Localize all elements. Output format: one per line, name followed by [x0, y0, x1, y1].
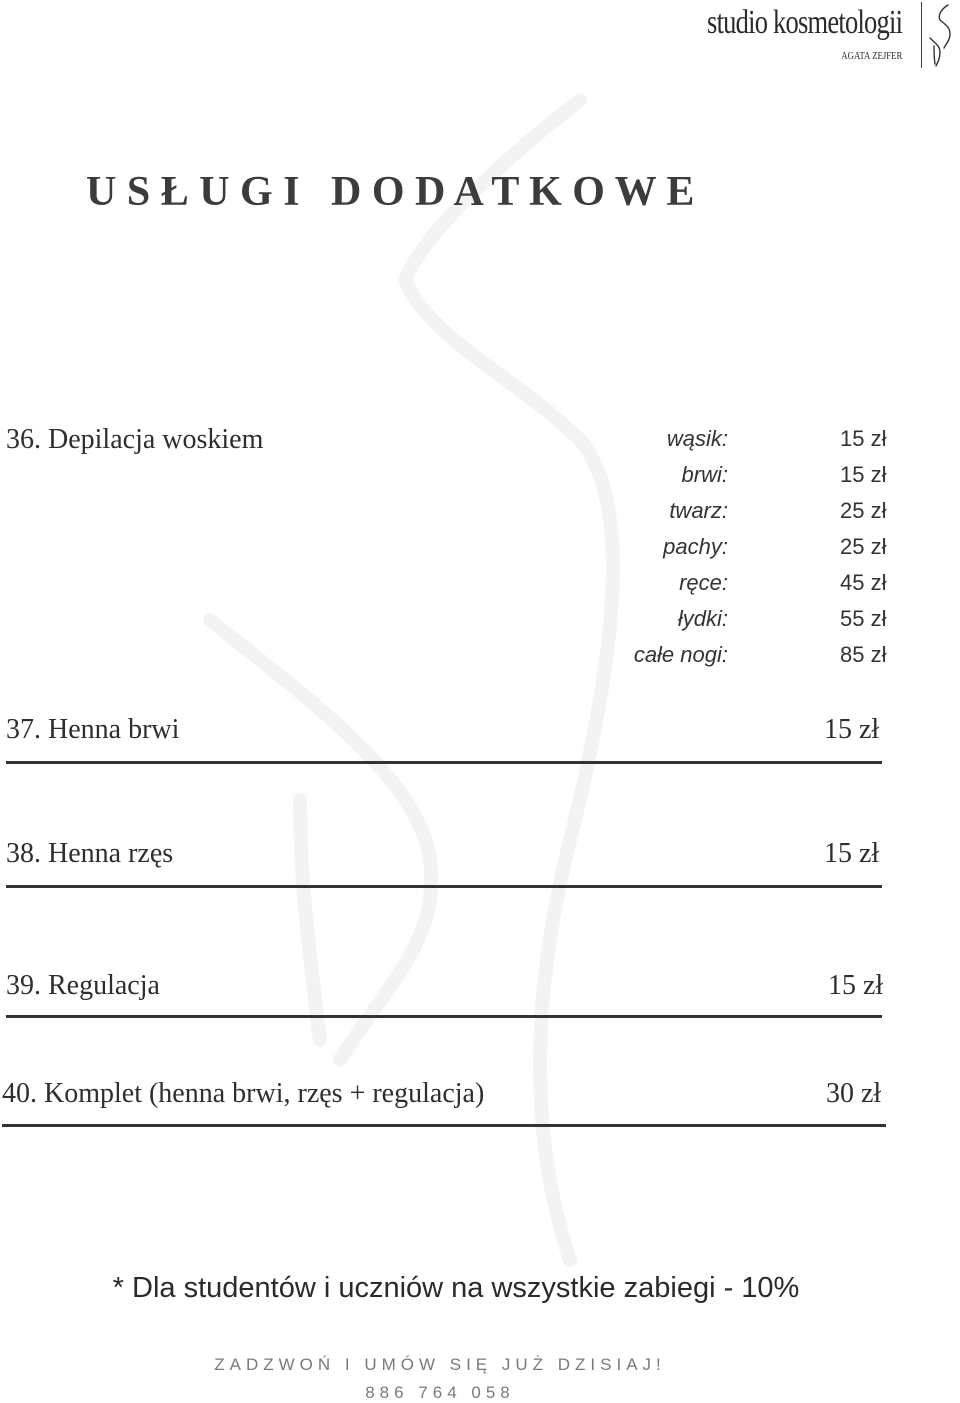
- wax-item-price: 15 zł: [840, 426, 887, 451]
- wax-item-label: brwi:: [681, 462, 728, 487]
- service-40-name: 40. Komplet (henna brwi, rzęs + regulacja): [2, 1078, 485, 1109]
- wax-item-price: 85 zł: [840, 642, 887, 667]
- logo-icon: [926, 2, 958, 68]
- divider: [2, 1124, 886, 1127]
- divider: [6, 885, 882, 888]
- watermark-logo: [190, 80, 710, 1300]
- service-38-name: 38. Henna rzęs: [6, 838, 174, 869]
- wax-item-label: ręce:: [679, 570, 728, 595]
- wax-item-label: całe nogi:: [633, 642, 728, 667]
- wax-item-price: 15 zł: [840, 462, 887, 487]
- phone-number: 886 764 058: [365, 1383, 515, 1402]
- wax-item-label: łydki:: [677, 606, 728, 631]
- wax-item-label: twarz:: [669, 498, 728, 523]
- discount-note: * Dla studentów i uczniów na wszystkie zabiegi - 10%: [112, 1272, 800, 1304]
- divider: [6, 1015, 882, 1018]
- service-39-price: 15 zł: [828, 970, 884, 1001]
- service-36-name: 36. Depilacja woskiem: [6, 424, 264, 455]
- service-38-price: 15 zł: [824, 838, 880, 869]
- service-37-name: 37. Henna brwi: [6, 714, 180, 745]
- service-40-price: 30 zł: [826, 1078, 882, 1109]
- wax-item-price: 25 zł: [840, 498, 887, 523]
- wax-item-label: wąsik:: [666, 426, 728, 451]
- divider: [6, 761, 882, 764]
- call-to-action: ZADZWOŃ I UMÓW SIĘ JUŻ DZISIAJ!: [214, 1355, 666, 1374]
- service-37-price: 15 zł: [824, 714, 880, 745]
- wax-item-price: 45 zł: [840, 570, 887, 595]
- service-39-name: 39. Regulacja: [6, 970, 160, 1001]
- brand-divider: [921, 2, 922, 68]
- wax-item-label: pachy:: [663, 534, 728, 559]
- page-title: U S Ł U G I D O D A T K O W E: [86, 169, 695, 215]
- wax-item-price: 25 zł: [840, 534, 887, 559]
- wax-item-price: 55 zł: [840, 606, 887, 631]
- brand-subtitle: AGATA ZEJFER: [840, 50, 902, 62]
- brand-name: studio kosmetologii: [706, 4, 902, 41]
